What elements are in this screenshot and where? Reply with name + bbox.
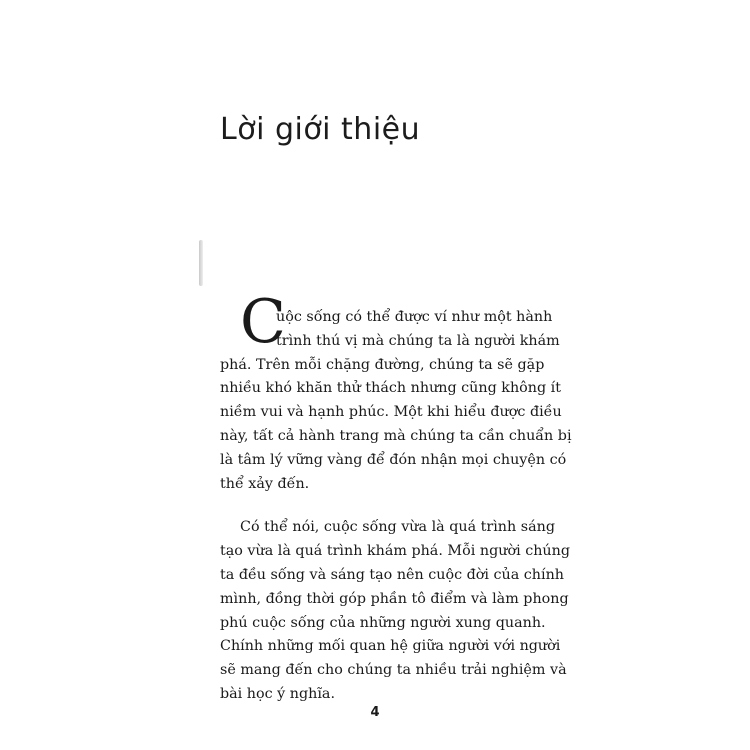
paragraph-1-line: uộc sống có thể được ví như một hành — [276, 309, 553, 325]
paragraph-1-line: phá. Trên mỗi chặng đường, chúng ta sẽ gặp — [220, 356, 545, 373]
paragraph-1-line: nhiều khó khăn thử thách nhưng cũng không ít — [220, 380, 561, 397]
page-number: 4 — [370, 705, 380, 720]
body-text — [220, 287, 572, 707]
paragraph-2-line: ta đều sống và sáng tạo nên cuộc đời của chính — [220, 566, 564, 583]
page-title: Lời giới thiệu — [220, 112, 421, 147]
paragraph-2-line: tạo vừa là quá trình khám phá. Mỗi người chúng — [220, 543, 571, 560]
paragraph-1-line: niềm vui và hạnh phúc. Một khi hiểu được điều — [220, 404, 562, 421]
paragraph-2-line: Có thể nói, cuộc sống vừa là quá trình sáng — [240, 519, 555, 536]
paragraph-2-line: sẽ mang đến cho chúng ta nhiều trải nghiệm và — [220, 662, 567, 679]
paragraph-1-line: là tâm lý vững vàng để đón nhận mọi chuyện có — [220, 451, 567, 468]
paragraph-1-line: trình thú vị mà chúng ta là người khám — [276, 332, 560, 349]
paragraph-2-line: phú cuộc sống của những người xung quanh. — [220, 614, 546, 631]
paragraph-1 — [220, 287, 572, 496]
paragraph-1-line: thể xảy đến. — [220, 475, 310, 492]
scan-edge-mark — [199, 240, 203, 286]
paragraph-1-line: này, tất cả hành trang mà chúng ta cần chuẩn bị — [220, 427, 572, 444]
drop-cap: C — [240, 287, 286, 357]
paragraph-2-line: Chính những mối quan hệ giữa người với người — [220, 638, 561, 655]
paragraph-2-line: bài học ý nghĩa. — [220, 685, 335, 702]
paragraph-2-line: mình, đồng thời góp phần tô điểm và làm phong — [220, 590, 569, 607]
paragraph-2 — [220, 516, 571, 706]
